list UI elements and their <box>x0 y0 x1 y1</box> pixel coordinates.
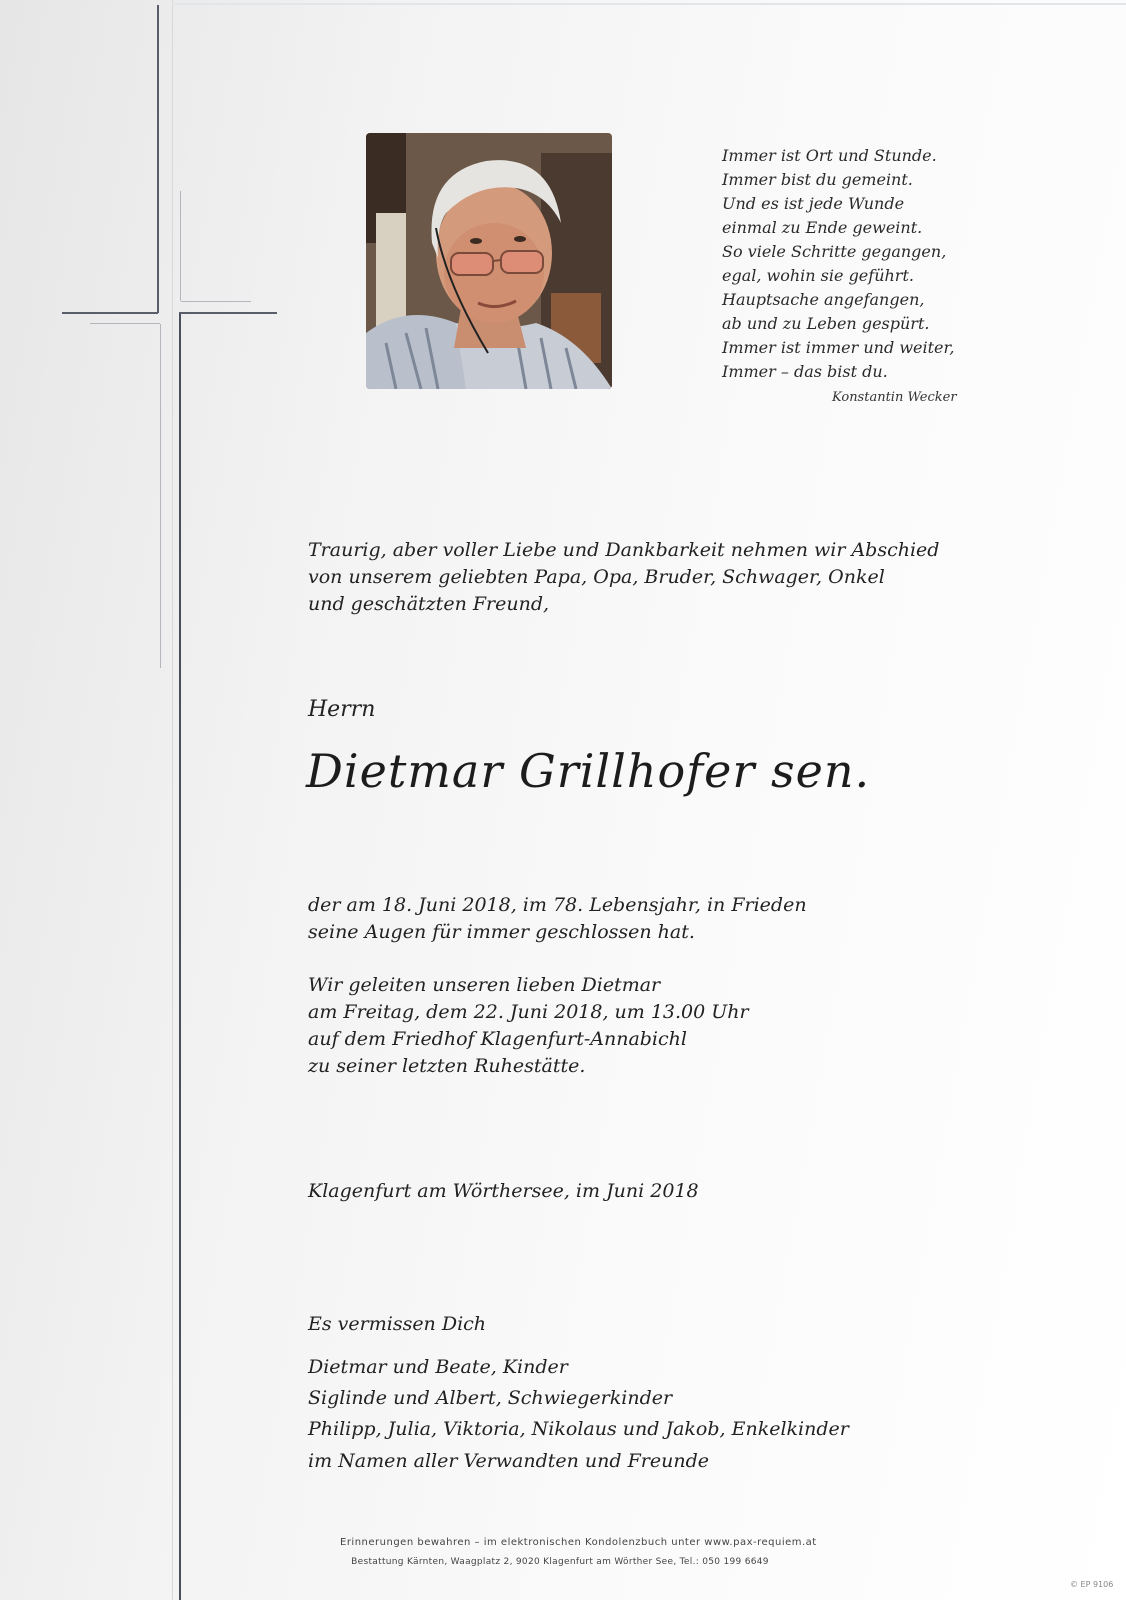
cross-thin-vertical-upper <box>180 191 181 301</box>
portrait-photo <box>366 133 612 389</box>
cross-vertical-lower <box>179 312 181 1600</box>
funeral-line: zu seiner letzten Ruhestätte. <box>308 1055 586 1077</box>
top-rule-line <box>172 3 1126 5</box>
poem <box>722 144 954 384</box>
deceased-name: Dietmar Grillhofer sen. <box>306 744 871 798</box>
place-date: Klagenfurt am Wörthersee, im Juni 2018 <box>308 1180 699 1202</box>
poem-line: Immer – das bist du. <box>722 362 888 381</box>
funeral-line: auf dem Friedhof Klagenfurt-Annabichl <box>308 1028 687 1050</box>
poem-line: Immer bist du gemeint. <box>722 170 913 189</box>
intro-line: Traurig, aber voller Liebe und Dankbarkeit nehmen wir Abschied <box>308 539 940 561</box>
death-notice <box>308 892 807 946</box>
portrait-illustration <box>366 133 612 389</box>
cross-horizontal-left <box>62 312 158 314</box>
poem-line: So viele Schritte gegangen, <box>722 242 947 261</box>
intro-line: von unserem geliebten Papa, Opa, Bruder, Schwager, Onkel <box>308 566 885 588</box>
cross-thin-horizontal-left <box>90 323 160 324</box>
death-notice-line: seine Augen für immer geschlossen hat. <box>308 921 695 943</box>
funeral-line: am Freitag, dem 22. Juni 2018, um 13.00 Uhr <box>308 1001 749 1023</box>
poem-line: einmal zu Ende geweint. <box>722 218 923 237</box>
page-edge-line <box>172 0 173 1600</box>
cross-vertical-upper <box>157 5 159 313</box>
poem-line: Und es ist jede Wunde <box>722 194 905 213</box>
cross-horizontal-right <box>179 312 277 314</box>
poem-line: Immer ist immer und weiter, <box>722 338 955 357</box>
mourners-closing: im Namen aller Verwandten und Freunde <box>308 1450 709 1472</box>
poem-line: Hauptsache angefangen, <box>722 290 925 309</box>
poem-line: ab und zu Leben gespürt. <box>722 314 930 333</box>
funeral-details <box>308 972 749 1080</box>
footer-condolence-line: Erinnerungen bewahren – im elektronischen Kondolenzbuch unter www.pax-requiem.at <box>340 1537 817 1548</box>
mourner-line: Dietmar und Beate, Kinder <box>308 1356 568 1378</box>
poem-line: Immer ist Ort und Stunde. <box>722 146 937 165</box>
cross-thin-vertical-lower <box>160 324 161 668</box>
footer-address-line: Bestattung Kärnten, Waagplatz 2, 9020 Klagenfurt am Wörther See, Tel.: 050 199 6649 <box>351 1557 769 1567</box>
cross-thin-horizontal-right <box>181 301 251 302</box>
intro-text <box>308 537 939 618</box>
poem-line: egal, wohin sie geführt. <box>722 266 914 285</box>
mourners-list <box>308 1352 849 1445</box>
intro-line: und geschätzten Freund, <box>308 593 550 615</box>
death-notice-line: der am 18. Juni 2018, im 78. Lebensjahr, in Frieden <box>308 894 807 916</box>
mourner-line: Siglinde und Albert, Schwiegerkinder <box>308 1387 673 1409</box>
funeral-line: Wir geleiten unseren lieben Dietmar <box>308 974 661 996</box>
salutation: Herrn <box>308 697 376 722</box>
poem-author: Konstantin Wecker <box>832 390 957 405</box>
mourners-heading: Es vermissen Dich <box>308 1313 487 1335</box>
corner-code: © EP 9106 <box>1070 1580 1114 1589</box>
mourner-line: Philipp, Julia, Viktoria, Nikolaus und Jakob, Enkelkinder <box>308 1418 849 1440</box>
